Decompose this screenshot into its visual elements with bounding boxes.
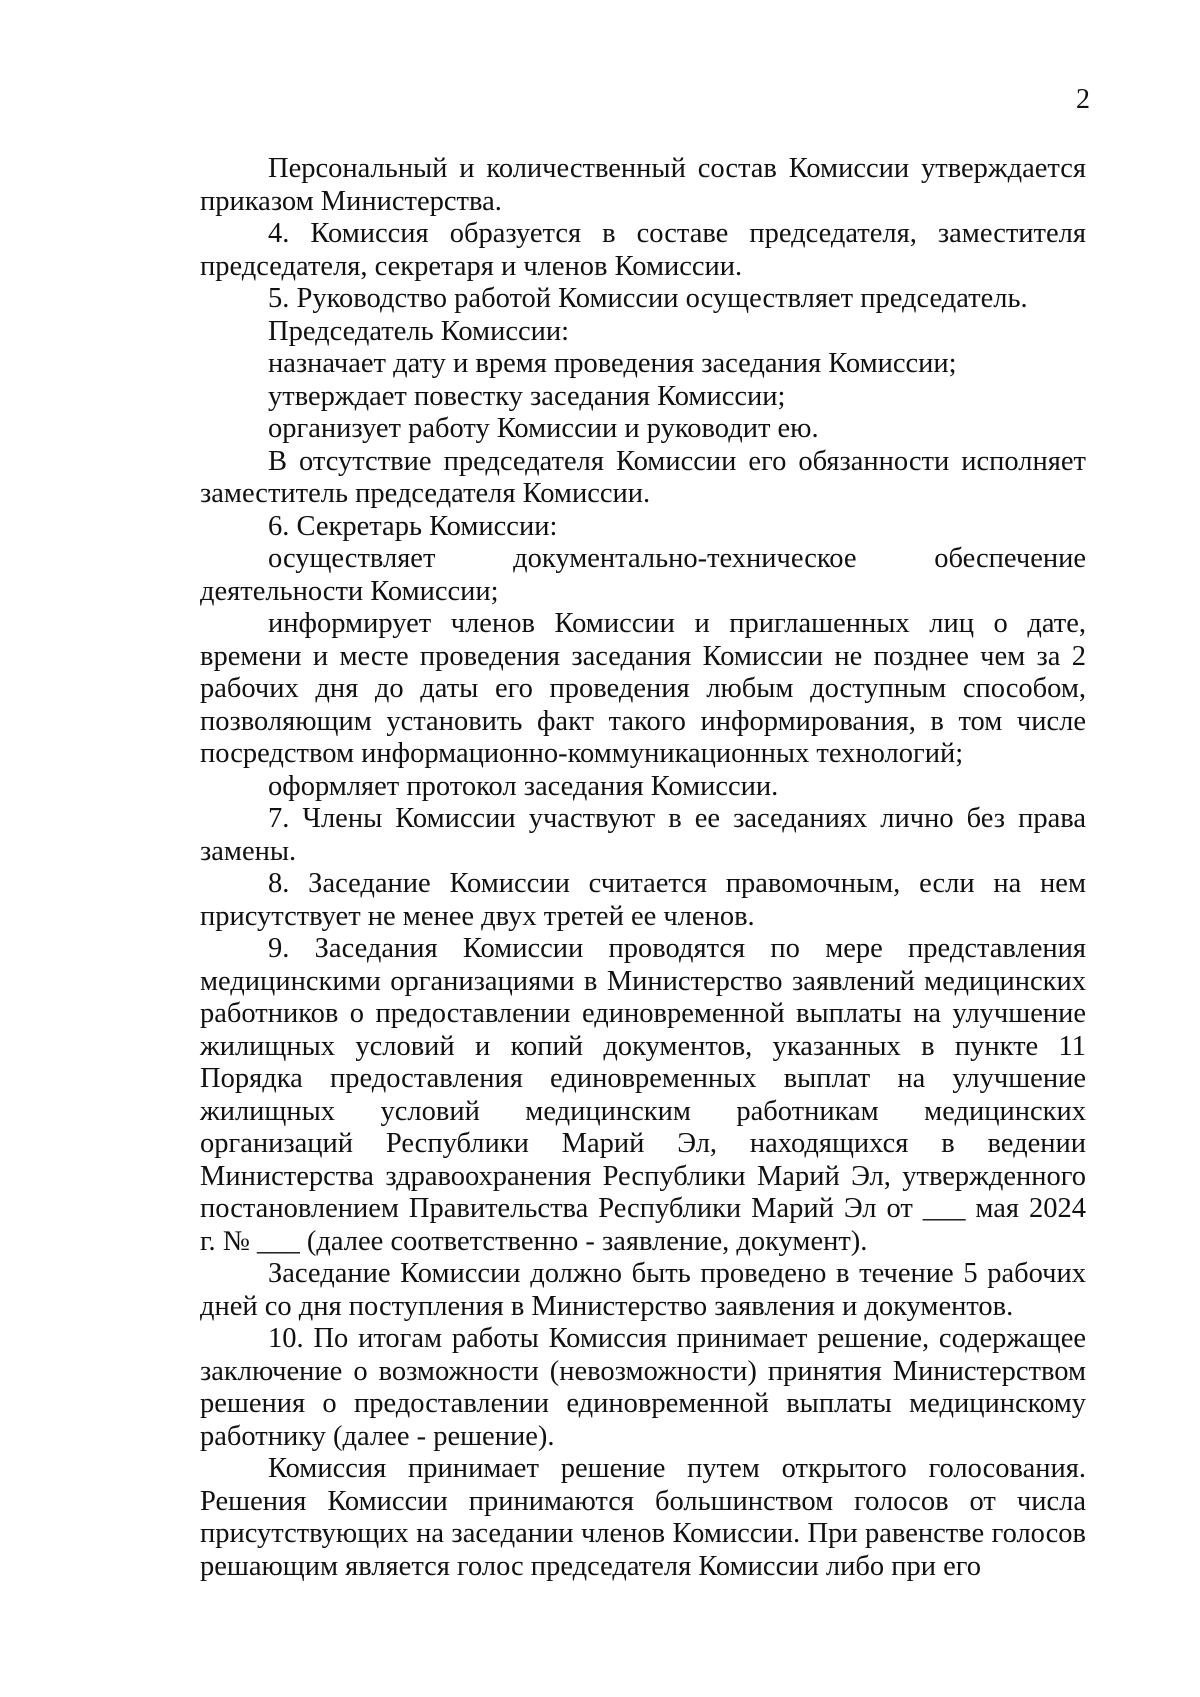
paragraph-chairman-absence: В отсутствие председателя Комиссии его обязанности исполняет заместитель председателя Комиссии. (200, 445, 1086, 509)
paragraph-10-voting: Комиссия принимает решение путем открытого голосования. Решения Комиссии принимаются большинством голосов от числа присутствующих на заседании членов Комиссии. При равенстве голосов решающим является голос председателя Комиссии либо при его (200, 1453, 1086, 1582)
paragraph-9: 9. Заседания Комиссии проводятся по мере представления медицинскими организациями в Министерство заявлений медицинских работников о предоставлении единовременной выплаты на улучшение жилищных условий и копий документов, указанных в пункте 11 Порядка предоставления единовременных выплат на улучшение жилищных условий медицинским работникам медицинских организаций Республики Марий Эл, находящихся в ведении Министерства здравоохранения Республики Марий Эл, утвержденного постановлением Правительства Республики Марий Эл от ___ мая 2024 г. № ___ (далее соответственно - заявление, документ). (200, 933, 1086, 1257)
paragraph-secretary-duty-3: оформляет протокол заседания Комиссии. (268, 770, 779, 802)
page-number: 2 (1076, 84, 1090, 115)
paragraph-10: 10. По итогам работы Комиссия принимает решение, содержащее заключение о возможности (невозможности) принятия Министерством решения о предоставлении единовременной выплаты медицинскому работнику (далее - решение). (200, 1323, 1086, 1452)
paragraph-composition: Персональный и количественный состав Комиссии утверждается приказом Министерства. (200, 153, 1086, 217)
paragraph-chairman-duty-2: утверждает повестку заседания Комиссии; (268, 380, 786, 412)
paragraph-5: 5. Руководство работой Комиссии осуществляет председатель. (268, 283, 1028, 314)
paragraph-secretary-duty-2: информирует членов Комиссии и приглашенных лиц о дате, времени и месте проведения заседания Комиссии не позднее чем за 2 рабочих дня до даты его проведения любым доступным способом, позволяющим установить факт такого информирования, в том числе посредством информационно-коммуникационных технологий; (200, 608, 1086, 769)
paragraph-8: 8. Заседание Комиссии считается правомочным, если на нем присутствует не менее двух третей ее членов. (200, 868, 1086, 932)
paragraph-7: 7. Члены Комиссии участвуют в ее заседаниях лично без права замены. (200, 803, 1086, 867)
paragraph-secretary-duty-1: осуществляет документально-техническое обеспечение деятельности Комиссии; (200, 543, 1086, 607)
paragraph-9-deadline: Заседание Комиссии должно быть проведено в течение 5 рабочих дней со дня поступления в Министерство заявления и документов. (200, 1258, 1086, 1322)
paragraph-chairman-duty-1: назначает дату и время проведения заседания Комиссии; (268, 348, 957, 379)
paragraph-chairman-duty-3: организует работу Комиссии и руководит ею. (268, 413, 819, 444)
paragraph-chairman-heading: Председатель Комиссии: (268, 315, 570, 347)
document-body (200, 153, 1086, 1583)
paragraph-6: 6. Секретарь Комиссии: (268, 510, 558, 542)
paragraph-4: 4. Комиссия образуется в составе председателя, заместителя председателя, секретаря и членов Комиссии. (200, 218, 1086, 282)
